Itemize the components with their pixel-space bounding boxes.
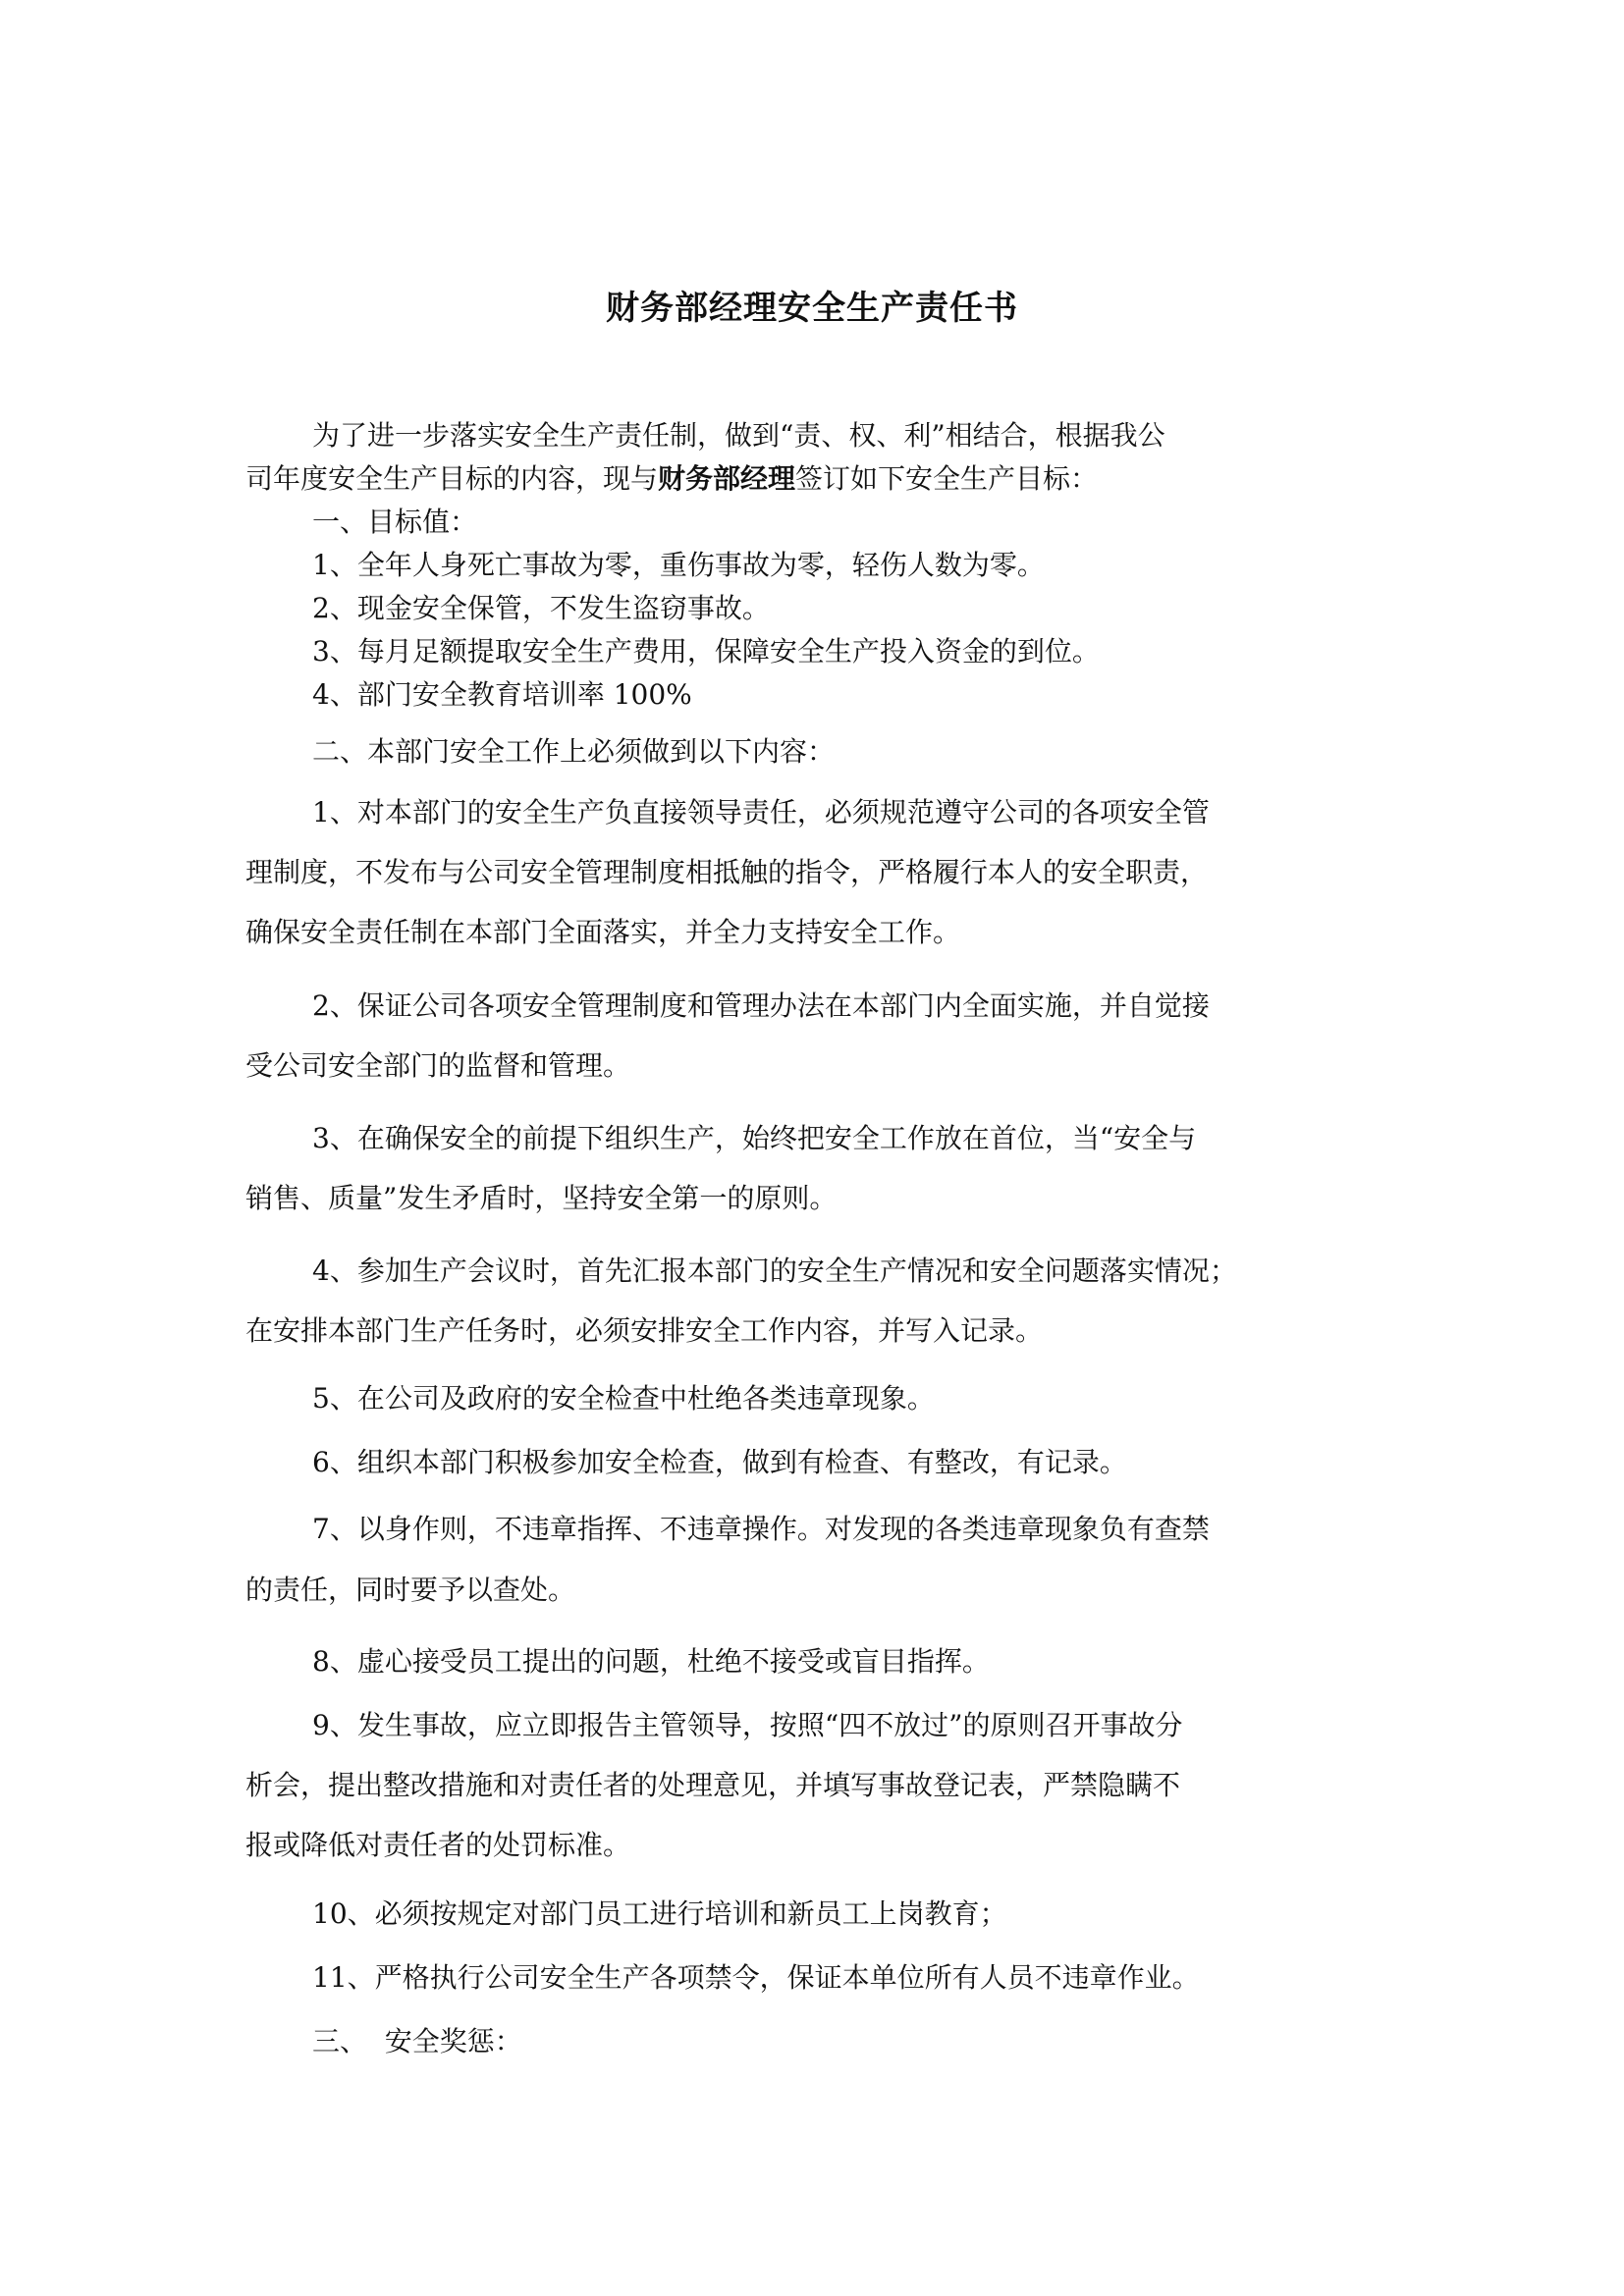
intro-text-before: 司年度安全生产目标的内容，现与 (245, 462, 659, 495)
duty-item-9-line-3: 报或降低对责任者的处罚标准。 (245, 1829, 631, 1861)
target-item-1: 1、全年人身死亡事故为零，重伤事故为零，轻伤人数为零。 (312, 549, 1045, 581)
duty-item-2-line-1: 2、保证公司各项安全管理制度和管理办法在本部门内全面实施，并自觉接 (312, 989, 1210, 1022)
duty-item-2-line-2: 受公司安全部门的监督和管理。 (245, 1049, 631, 1082)
intro-line-1: 为了进一步落实安全生产责任制，做到“责、权、利”相结合，根据我公 (312, 419, 1165, 452)
section1-heading: 一、目标值： (312, 506, 478, 538)
duty-item-1-line-3: 确保安全责任制在本部门全面落实，并全力支持安全工作。 (245, 916, 961, 948)
duty-item-4-line-2: 在安排本部门生产任务时，必须安排安全工作内容，并写入记录。 (245, 1314, 1044, 1347)
duty-item-7-line-1: 7、以身作则，不违章指挥、不违章操作。对发现的各类违章现象负有查禁 (312, 1513, 1210, 1545)
duty-item-3-line-1: 3、在确保安全的前提下组织生产，始终把安全工作放在首位，当“安全与 (312, 1122, 1197, 1154)
duty-item-3-line-2: 销售、质量”发生矛盾时，坚持安全第一的原则。 (245, 1182, 838, 1214)
duty-item-6: 6、组织本部门积极参加安全检查，做到有检查、有整改，有记录。 (312, 1446, 1127, 1478)
section2-heading: 二、本部门安全工作上必须做到以下内容： (312, 735, 836, 768)
duty-item-9-line-2: 析会，提出整改措施和对责任者的处理意见，并填写事故登记表，严禁隐瞒不 (245, 1769, 1181, 1801)
duty-item-11: 11、严格执行公司安全生产各项禁令，保证本单位所有人员不违章作业。 (312, 1961, 1200, 1994)
duty-item-10: 10、必须按规定对部门员工进行培训和新员工上岗教育； (312, 1897, 1007, 1930)
document-title: 财务部经理安全生产责任书 (606, 289, 1018, 328)
duty-item-5: 5、在公司及政府的安全检查中杜绝各类违章现象。 (312, 1382, 935, 1415)
duty-item-7-line-2: 的责任，同时要予以查处。 (245, 1574, 576, 1606)
target-item-4: 4、部门安全教育培训率 100% (312, 678, 692, 711)
intro-text-after: 签订如下安全生产目标： (795, 462, 1099, 495)
signatory-name: 财务部经理 (658, 462, 796, 495)
duty-item-1-line-2: 理制度，不发布与公司安全管理制度相抵触的指令，严格履行本人的安全职责， (245, 856, 1209, 888)
target-item-2: 2、现金安全保管，不发生盗窃事故。 (312, 592, 770, 624)
duty-item-4-line-1: 4、参加生产会议时，首先汇报本部门的安全生产情况和安全问题落实情况； (312, 1255, 1237, 1287)
target-item-3: 3、每月足额提取安全生产费用，保障安全生产投入资金的到位。 (312, 635, 1100, 667)
section3-heading: 三、 安全奖惩： (312, 2025, 522, 2057)
intro-line-2 (245, 459, 1394, 499)
duty-item-8: 8、虚心接受员工提出的问题，杜绝不接受或盲目指挥。 (312, 1645, 990, 1678)
duty-item-1-line-1: 1、对本部门的安全生产负直接领导责任，必须规范遵守公司的各项安全管 (312, 796, 1210, 828)
duty-item-9-line-1: 9、发生事故，应立即报告主管领导，按照“四不放过”的原则召开事故分 (312, 1709, 1183, 1741)
